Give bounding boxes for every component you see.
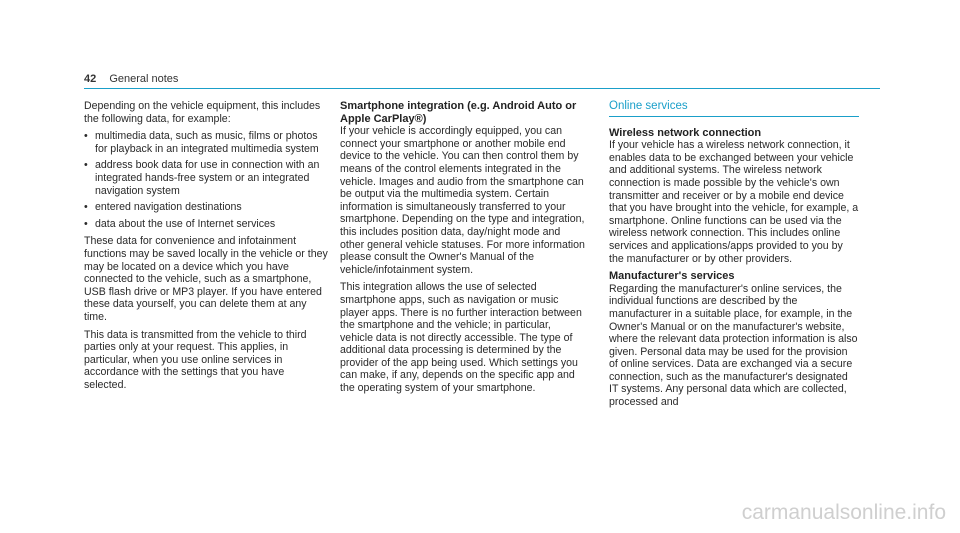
list-item: • multimedia data, such as music, films or photos for playback in an integrated multimedia system bbox=[84, 130, 329, 155]
column-3 bbox=[609, 100, 859, 414]
column-2 bbox=[340, 100, 585, 400]
page-number: 42 bbox=[84, 73, 97, 85]
header-rule bbox=[84, 88, 880, 89]
storage-paragraph: These data for convenience and infotainment functions may be saved locally in the vehicle or they may be located on a device which you have connected to the vehicle, such as a smartphone, USB flash drive or MP3 player. If you have entered these data yourself, you can delete them at any time. bbox=[84, 235, 328, 323]
intro-paragraph: Depending on the vehicle equipment, this includes the following data, for example: bbox=[84, 100, 321, 125]
smartphone-paragraph-2: This integration allows the use of selected smartphone apps, such as navigation or music player apps. There is no further interaction between the smartphone and the vehicle; in particular, vehicle data is not directly accessible. The type of additional data processing is determined by the provider of the app being used. Which settings you can make, if any, depends on the specific app and the operating system of your smartphone. bbox=[340, 281, 582, 395]
watermark: carmanualsonline.info bbox=[741, 501, 946, 524]
section-name: General notes bbox=[109, 73, 179, 85]
manufacturer-heading: Manufacturer's services bbox=[609, 270, 735, 283]
manufacturer-paragraph: Regarding the manufacturer's online services, the individual functions are described by the manufacturer in a suitable place, for example, in the Owner's Manual or on the manufacturer's website, where the relevant data protection information is also given. Personal data may be used for the provision of online services. Data are exchanged via a secure connection, such as the manufacturer's designated IT systems. Any personal data which are collected, processed and bbox=[609, 282, 858, 409]
online-services-title: Online services bbox=[609, 100, 859, 117]
list-item: • address book data for use in connection with an integrated hands-free system or an integrated navigation system bbox=[84, 159, 329, 197]
smartphone-heading: Smartphone integration (e.g. Android Auto or Apple CarPlay®) bbox=[340, 100, 577, 125]
wireless-heading: Wireless network connection bbox=[609, 126, 762, 139]
column-1 bbox=[84, 100, 329, 396]
list-item: • data about the use of Internet services bbox=[84, 218, 329, 231]
data-list bbox=[84, 130, 329, 230]
list-item: • entered navigation destinations bbox=[84, 201, 329, 214]
wireless-paragraph: If your vehicle has a wireless network connection, it enables data to be exchanged between your vehicle and additional systems. The wireless network connection is made possible by the vehicle's own transmitter and receiver or by a mobile end device that you have brought into the vehicle, for example, a smartphone. Online functions can be used via the wireless network connection. This includes online services and applications/apps provided to you by the manufacturer or by other providers. bbox=[609, 139, 859, 265]
page-header bbox=[84, 73, 178, 85]
transmission-paragraph: This data is transmitted from the vehicle to third parties only at your request. This applies, in particular, when you use online services in accordance with the settings that you have selected. bbox=[84, 328, 307, 391]
smartphone-paragraph-1: If your vehicle is accordingly equipped, you can connect your smartphone or another mobile end device to the vehicle. You can then control them by means of the control elements integrated in the vehicle. Images and audio from the smartphone can be output via the multimedia system. Certain information is simultaneously transferred to your smartphone. Depending on the type and integration, this includes position data, day/night mode and other general vehicle statuses. For more information please consult the Owner's Manual of the vehicle/infotainment system. bbox=[340, 125, 585, 276]
